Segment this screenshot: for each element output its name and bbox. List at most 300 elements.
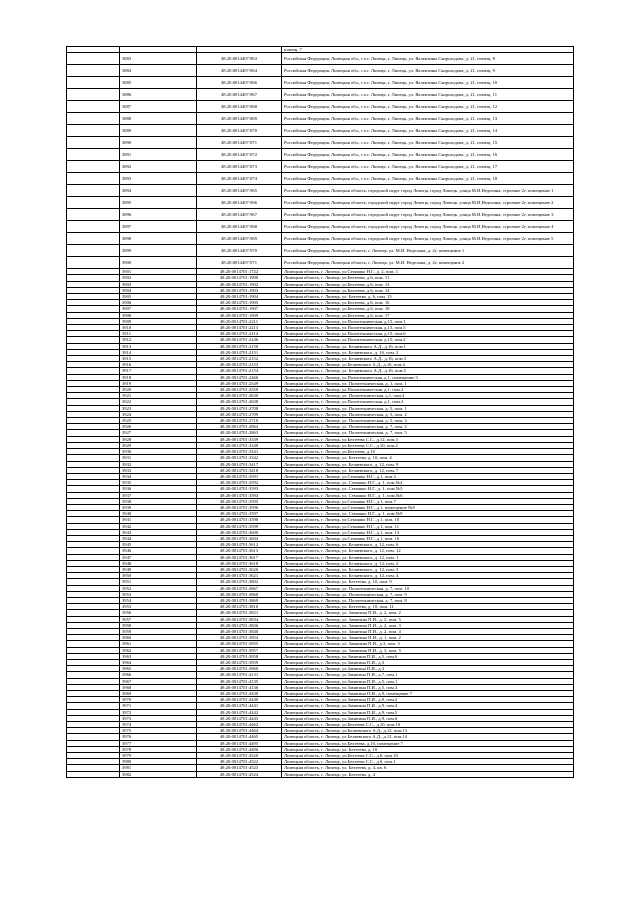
row-number: 3966 — [120, 672, 197, 678]
row-number: 3907 — [120, 306, 197, 312]
row-number: 3926 — [120, 424, 197, 430]
row-number: 3934 — [120, 473, 197, 479]
address: Липецкая область, г. Липецк, ул.Семашко Н.Г., д.1, пом. 16 — [282, 535, 574, 541]
address: Липецкая область, г. Липецк, ул.Семашко Н.Г., д.1, пом. 13 — [282, 529, 574, 535]
cadastral-number: 48:20:0014701:2246 — [197, 337, 282, 343]
row-number: 3892 — [120, 161, 197, 173]
cadastral-number: 48:20:0014701:4443 — [197, 715, 282, 721]
cadastral-number: 48:20:0014701:2154 — [197, 368, 282, 374]
row-number: 3949 — [120, 566, 197, 572]
address: Липецкая область, г. Липецк, ул.Политехническая, д.1, помещение 3 — [282, 374, 574, 380]
cadastral-number: 48:20:0014407:869 — [197, 113, 282, 125]
address: Липецкая область, г. Липецк, ул.Замятина П.И., д.9, пом.6 — [282, 715, 574, 721]
address: Липецкая область, г. Липецк, ул. Беляевского, д. 12, пом. 12 — [282, 548, 574, 554]
row-number: 3918 — [120, 374, 197, 380]
table-row — [67, 53, 574, 65]
address: Липецкая область, г. Липецк, ул.Политехническая, д.15, пом.6 — [282, 331, 574, 337]
row-number: 3967 — [120, 678, 197, 684]
empty-cell — [67, 185, 120, 197]
cadastral-number: 48:20:0014407:967 — [197, 209, 282, 221]
row-number: 3963 — [120, 653, 197, 659]
row-number: 3887 — [120, 101, 197, 113]
cadastral-number: 48:20:0014701:1904 — [197, 294, 282, 300]
cadastral-number: 48:20:0014701:4131 — [197, 672, 282, 678]
cadastral-number: 48:20:0014701:4136 — [197, 684, 282, 690]
row-number: 3973 — [120, 715, 197, 721]
address: Липецкая область, г. Липецк, ул.Политехническая, д.15, пом.5 — [282, 325, 574, 331]
cadastral-number: 48:20:0014407:874 — [197, 173, 282, 185]
address: Липецкая область, г. Липецк, ул. Замятина П.И., д.3, пом. 3 — [282, 641, 574, 647]
row-number: 3948 — [120, 560, 197, 566]
address: Липецкая область, г. Липецк, ул.Замятина П.И., д.3 — [282, 660, 574, 666]
cadastral-number: 48:20:0014701:4495 — [197, 740, 282, 746]
row-number: 3930 — [120, 449, 197, 455]
cadastral-number: 48:20:0014701:3595 — [197, 498, 282, 504]
row-number: 3912 — [120, 337, 197, 343]
cadastral-number: 48:20:0014701:2466 — [197, 374, 282, 380]
address: Липецкая область, г. Липецк, ул. Семашко Н.Г., д. 1, пом.№4 — [282, 480, 574, 486]
address: Липецкая область, г. Липецк, ул.Замятина П.И., д.9, пом.2 — [282, 697, 574, 703]
address: Липецкая область, г. Липецк, ул. Политехническая, д. 7, пом. 10 — [282, 585, 574, 591]
cadastral-number: 48:20:0014701:3339 — [197, 436, 282, 442]
address: Липецкая область, г. Липецк, ул.Замятина П.И., д.7, пом.1 — [282, 672, 574, 678]
row-number: 3932 — [120, 461, 197, 467]
table-row — [67, 185, 574, 197]
empty-cell — [67, 125, 120, 137]
address: Российская Федерация, Липецкая обл., г.о.г. Липецк, г. Липецк, ул. Валентины Скороходова, д. 21, помещ. 18 — [282, 173, 574, 185]
cadastral-number: 48:20:0014701:3340 — [197, 442, 282, 448]
row-number: 3925 — [120, 418, 197, 424]
cadastral-number: 48:20:0014701:2152 — [197, 356, 282, 362]
row-number: 3903 — [120, 281, 197, 287]
cadastral-number: 48:20:0014701:3834 — [197, 616, 282, 622]
row-number: 3885 — [120, 77, 197, 89]
row-number: 3888 — [120, 113, 197, 125]
row-number: 3953 — [120, 591, 197, 597]
empty-cell — [67, 65, 120, 77]
address: Липецкая область, г. Липецк, ул.Бехтеева, д.6, пом. 13 — [282, 281, 574, 287]
address: Липецкая область, г. Липецк, ул.Бехтеева, д.10 — [282, 449, 574, 455]
address: Российская Федерация, Липецкая обл., г.о.г. Липецк, г. Липецк, ул. Валентины Скороходова, д. 21, помещ. 10 — [282, 77, 574, 89]
row-number: 3972 — [120, 709, 197, 715]
address: Российская Федерация, Липецкая область, г. Липецк, ул. М.И. Неделина, д. 2т, помещение 2 — [282, 257, 574, 269]
cadastral-number: 48:20:0014701:3612 — [197, 542, 282, 548]
cadastral-number: 48:20:0014701:2709 — [197, 411, 282, 417]
cadastral-number: 48:20:0014701:3960 — [197, 666, 282, 672]
address: Липецкая область, г. Липецк, ул.Замятина П.И., д.9, пом.5 — [282, 709, 574, 715]
row-number: 3957 — [120, 616, 197, 622]
cadastral-number: 48:20:0014701:3821 — [197, 610, 282, 616]
empty-cell — [67, 257, 120, 269]
row-number: 3944 — [120, 535, 197, 541]
address: Липецкая область, г. Липецк, ул. Политехническая, д. 5, пом. 2 — [282, 411, 574, 417]
address: Липецкая область, г. Липецк, ул. Бехтеева, д. 4, кв. 6 — [282, 765, 574, 771]
row-number: 3895 — [120, 197, 197, 209]
cadastral-number: 48:20:0014701:4438 — [197, 691, 282, 697]
table-row — [67, 89, 574, 101]
row-number: 3943 — [120, 529, 197, 535]
address: Липецкая область, г. Липецк, ул. Замятина П.И., д. 2, пом. 2 — [282, 610, 574, 616]
address: Липецкая область, г. Липецк, ул. Замятина П.И., д. 2, пом. 4 — [282, 628, 574, 634]
cadastral-number: 48:20:0014701:2214 — [197, 331, 282, 337]
cadastral-number: 48:20:0014407:965 — [197, 185, 282, 197]
cadastral-number: 48:20:0014701:3868 — [197, 591, 282, 597]
address: Липецкая область, г. Липецк, ул. Беляевского А.Д., д.16, пом.5 — [282, 368, 574, 374]
address: Липецкая область, г. Липецк, ул. Замятина П.И., д. 2, пом. 5 — [282, 616, 574, 622]
address: Липецкая область, г. Липецк, ул.Политехническая, д.1, пом.2 — [282, 387, 574, 393]
cadastral-number: 48:20:0014701:3604 — [197, 535, 282, 541]
cadastral-number: 48:20:0014407:970 — [197, 245, 282, 257]
row-number: 3884 — [120, 65, 197, 77]
address: Липецкая область, г. Липецк, ул. Беляевского, д. 12, пом. 3 — [282, 566, 574, 572]
row-number: 3908 — [120, 312, 197, 318]
address: Липецкая область, г. Липецк, ул.Политехническая, д.15, пом.1 — [282, 318, 574, 324]
address: Липецкая область, г. Липецк, ул.Замятина П.И., д.9, пом.4 — [282, 703, 574, 709]
address: Липецкая область, г. Липецк, ул. Политехническая, д. 7, пом. 8 — [282, 597, 574, 603]
empty-cell — [67, 53, 120, 65]
address: Липецкая область, г. Липецк, ул.Беляевского А.Д., д.12, пом.13 — [282, 728, 574, 734]
address: Липецкая область, г. Липецк, ул. Замятина П.И., д. 2, пом. 3 — [282, 622, 574, 628]
row-number: 3924 — [120, 411, 197, 417]
cadastral-number: 48:20:0014701:4464 — [197, 728, 282, 734]
row-number: 3935 — [120, 480, 197, 486]
cadastral-number: 48:20:0014701:3613 — [197, 548, 282, 554]
row-number: 3952 — [120, 585, 197, 591]
address: Российская Федерация, Липецкая область, городской округ город Липецк, город Липецк, улица М.И.Неделина, строение 2т, помещение 3 — [282, 209, 574, 221]
row-number: 3898 — [120, 233, 197, 245]
address: Липецкая область, г. Липецк, ул.Бехтеева С.С., д.12, пом.3 — [282, 436, 574, 442]
cadastral-number: 48:20:0014701:2630 — [197, 393, 282, 399]
table-row — [67, 233, 574, 245]
address: Липецкая область, г. Липецк, ул. Беляевского, д. 12, пом. 9 — [282, 461, 574, 467]
row-number: 3889 — [120, 125, 197, 137]
address: Липецкая область, г. Липецк, ул.Беляевского А.Д., д.12, пом.14 — [282, 734, 574, 740]
empty-cell — [67, 197, 120, 209]
address: Липецкая область, г. Липецк, ул.Беляевского А.Д., д.16, пом.4 — [282, 362, 574, 368]
row-number: 3919 — [120, 380, 197, 386]
cadastral-number: 48:20:0014701:3599 — [197, 523, 282, 529]
row-number: 3970 — [120, 697, 197, 703]
address: Российская Федерация, Липецкая обл., г.о.г. Липецк, г. Липецк, ул. Валентины Скороходова, д. 21, помещ. 8 — [282, 53, 574, 65]
row-number: 3980 — [120, 759, 197, 765]
cadastral-number: 48:20:0014701:3618 — [197, 560, 282, 566]
row-number: 3917 — [120, 368, 197, 374]
address: Липецкая область, г. Липецк, ул. Политехническая, д.1, пом.4 — [282, 393, 574, 399]
address: Липецкая область, г. Липецк, ул.Бехтеева, д.6, пом. 14 — [282, 287, 574, 293]
cadastral-number: 48:20:0014701:4496 — [197, 746, 282, 752]
cadastral-number: 48:20:0014701:3954 — [197, 635, 282, 641]
cadastral-number: 48:20:0014701:3592 — [197, 480, 282, 486]
cadastral-number: 48:20:0014701:4462 — [197, 722, 282, 728]
address: Липецкая область, г. Липецк, ул. Политехническая, д. 7, пом. 9 — [282, 591, 574, 597]
row-number: 3982 — [120, 771, 197, 777]
table-row — [67, 113, 574, 125]
address: Липецкая область, г. Липецк, ул. Семашко Н.Г., д. 1, пом.№5 — [282, 486, 574, 492]
row-number: 3955 — [120, 604, 197, 610]
empty-cell — [67, 221, 120, 233]
row-number: 3976 — [120, 734, 197, 740]
cadastral-number: 48:20:0014701:4523 — [197, 765, 282, 771]
row-number: 3920 — [120, 387, 197, 393]
row-number: 3911 — [120, 331, 197, 337]
cadastral-number: 48:20:0014701:3596 — [197, 504, 282, 510]
row-number: 3909 — [120, 318, 197, 324]
cadastral-number: 48:20:0014701:3869 — [197, 597, 282, 603]
cadastral-number: 48:20:0014701:2710 — [197, 418, 282, 424]
address: Липецкая область, г. Липецк, ул. Семашко Н.Г., д. 1, пом.№9 — [282, 511, 574, 517]
cadastral-number: 48:20:0014701:4520 — [197, 753, 282, 759]
row-number: 3959 — [120, 628, 197, 634]
address: Липецкая область, г. Липецк, ул. Семашко Н.Г., д. 1, пом.№6 — [282, 492, 574, 498]
row-number: 3894 — [120, 185, 197, 197]
table-row — [67, 125, 574, 137]
row-number: 3904 — [120, 287, 197, 293]
cadastral-number: 48:20:0014701:3620 — [197, 566, 282, 572]
address: Липецкая область, г. Липецк, ул. Бехтеева, д. 10, пом. 11 — [282, 604, 574, 610]
cadastral-number: 48:20:0014407:968 — [197, 221, 282, 233]
address: Липецкая область, г. Липецк, ул. Бехтеева, д. 10 — [282, 746, 574, 752]
row-number: 3937 — [120, 492, 197, 498]
cadastral-number: 48:20:0014701:2153 — [197, 362, 282, 368]
table-row — [67, 161, 574, 173]
address: Российская Федерация, Липецкая обл., г.о.г. Липецк, г. Липецк, ул. Валентины Скороходова, д. 21, помещ. 16 — [282, 149, 574, 161]
cadastral-number: 48:20:0014701:4441 — [197, 703, 282, 709]
row-number: 3962 — [120, 647, 197, 653]
row-number: 3981 — [120, 765, 197, 771]
empty-cell — [67, 113, 120, 125]
address: Липецкая область, г. Липецк, ул. Бехтеева, д. 10, пом. 9 — [282, 579, 574, 585]
cadastral-number: 48:20:0014701:2638 — [197, 399, 282, 405]
cadastral-number: 48:20:0014701:2863 — [197, 430, 282, 436]
empty-cell — [67, 771, 120, 777]
address: Российская Федерация, Липецкая область, г. Липецк, ул. М.И. Неделина, д. 2т, помещение 1 — [282, 245, 574, 257]
empty-cell — [67, 101, 120, 113]
table-row — [67, 197, 574, 209]
address: Российская Федерация, Липецкая область, городской округ город Липецк, город Липецк, улица М.И.Неделина, строение 2т, помещение 5 — [282, 233, 574, 245]
row-number: 3942 — [120, 523, 197, 529]
cadastral-number: 48:20:0014407:966 — [197, 197, 282, 209]
row-number: 3916 — [120, 362, 197, 368]
cadastral-number: 48:20:0014407:864 — [197, 65, 282, 77]
row-number: 3951 — [120, 579, 197, 585]
cadastral-number: 48:20:0014701:2864 — [197, 424, 282, 430]
cadastral-number: 48:20:0014701:3836 — [197, 622, 282, 628]
table-row — [67, 77, 574, 89]
address: Липецкая область, г. Липецк, ул. Беляевского, д. 12, пом. 6 — [282, 542, 574, 548]
cadastral-number: 48:20:0014701:2211 — [197, 318, 282, 324]
cadastral-number: 48:20:0014701:3597 — [197, 511, 282, 517]
address: Липецкая область, г. Липецк, ул.Семашко Н.Г., д. 2, пом. 1 — [282, 269, 574, 275]
empty-cell — [67, 245, 120, 257]
address: Российская Федерация, Липецкая обл., г.о.г. Липецк, г. Липецк, ул. Валентины Скороходова, д. 21, помещ. 13 — [282, 113, 574, 125]
cadastral-number: 48:20:0014407:868 — [197, 101, 282, 113]
row-number: 3946 — [120, 548, 197, 554]
address: Липецкая область, г. Липецк, ул.Замятина П.И., д.5, пом.1 — [282, 678, 574, 684]
row-number: 3899 — [120, 245, 197, 257]
address: Липецкая область, г. Липецк, ул. Политехническая, д. 1, пом. 1 — [282, 380, 574, 386]
cadastral-number: 48:20:0014701:4135 — [197, 678, 282, 684]
row-number: 3941 — [120, 517, 197, 523]
empty-cell — [67, 137, 120, 149]
address: Липецкая область, г. Липецк, ул.Замятина П.И., д.3 — [282, 666, 574, 672]
table-row — [67, 245, 574, 257]
row-number: 3979 — [120, 753, 197, 759]
row-number: 3939 — [120, 504, 197, 510]
row-number: 3945 — [120, 542, 197, 548]
cadastral-number: 48:20:0014407:971 — [197, 257, 282, 269]
cadastral-number: 48:20:0014701:3810 — [197, 604, 282, 610]
cadastral-number: 48:20:0014701:3593 — [197, 486, 282, 492]
address: помещ. 7 — [282, 47, 574, 53]
row-number: 3923 — [120, 405, 197, 411]
empty-cell — [67, 77, 120, 89]
address: Российская Федерация, Липецкая область, городской округ город Липецк, город Липецк, улица М.И.Неделина, строение 2т, помещение 4 — [282, 221, 574, 233]
address: Российская Федерация, Липецкая обл., г.о.г. Липецк, г. Липецк, ул. Валентины Скороходова, д. 21, помещ. 11 — [282, 89, 574, 101]
cadastral-number: 48:20:0014701:4442 — [197, 709, 282, 715]
row-number: 3931 — [120, 455, 197, 461]
row-number: 3964 — [120, 660, 197, 666]
row-number: 3914 — [120, 349, 197, 355]
cadastral-number: 48:20:0014407:871 — [197, 137, 282, 149]
cadastral-number: 48:20:0014701:2550 — [197, 387, 282, 393]
address: Липецкая область, г. Липецк, ул. Беляевского, д. 12, пом. 4 — [282, 573, 574, 579]
address: Липецкая область, г. Липецк, ул.Замятина П.И., д.5, пом.3 — [282, 684, 574, 690]
table-row — [67, 209, 574, 221]
address: Российская Федерация, Липецкая область, городской округ город Липецк, город Липецк, улица М.И.Неделина, строение 2т, помещение 2 — [282, 197, 574, 209]
row-number: 3896 — [120, 209, 197, 221]
row-number: 3954 — [120, 597, 197, 603]
table-row — [67, 257, 574, 269]
table-row — [67, 173, 574, 185]
address: Российская Федерация, Липецкая обл., г.о.г. Липецк, г. Липецк, ул. Валентины Скороходова, д. 21, помещ. 14 — [282, 125, 574, 137]
cadastral-number: 48:20:0014701:1722 — [197, 269, 282, 275]
cadastral-number: 48:20:0014701:1909 — [197, 312, 282, 318]
cadastral-number: 48:20:0014407:969 — [197, 233, 282, 245]
cadastral-number: 48:20:0014701:2151 — [197, 349, 282, 355]
address: Липецкая область, г. Липецк, ул. Политехническая, д. 5, пом. 3 — [282, 418, 574, 424]
cadastral-number: 48:20:0014701:4524 — [197, 771, 282, 777]
row-number: 3897 — [120, 221, 197, 233]
row-number: 3905 — [120, 294, 197, 300]
cadastral-number: 48:20:0014701:4440 — [197, 697, 282, 703]
address: Российская Федерация, Липецкая обл., г.о.г. Липецк, г. Липецк, ул. Валентины Скороходова, д. 21, помещ. 9 — [282, 65, 574, 77]
row-number: 3969 — [120, 691, 197, 697]
empty-cell — [67, 149, 120, 161]
row-number: 3933 — [120, 467, 197, 473]
row-number: 3960 — [120, 635, 197, 641]
row-number: 3968 — [120, 684, 197, 690]
row-number: 3928 — [120, 436, 197, 442]
address: Липецкая область, г. Липецк, ул.Бехтеева, д.6, пом. 16 — [282, 300, 574, 306]
row-number: 3927 — [120, 430, 197, 436]
row-number: 3910 — [120, 325, 197, 331]
row-number: 3886 — [120, 89, 197, 101]
cadastral-number: 48:20:0014701:3959 — [197, 660, 282, 666]
cadastral-number: 48:20:0014407:873 — [197, 161, 282, 173]
cadastral-number: 48:20:0014701:3867 — [197, 585, 282, 591]
table-row — [67, 137, 574, 149]
registry-table — [66, 46, 574, 778]
address: Липецкая область, г. Липецк, ул. Беляевского, д. 12, пом. 7 — [282, 467, 574, 473]
row-number: 3915 — [120, 356, 197, 362]
cadastral-number: 48:20:0014701:3342 — [197, 455, 282, 461]
address: Российская Федерация, Липецкая обл., г.о.г. Липецк, г. Липецк, ул. Валентины Скороходова, д. 21, помещ. 17 — [282, 161, 574, 173]
cadastral-number: 48:20:0014701:3591 — [197, 473, 282, 479]
cadastral-number: 48:20:0014701:3341 — [197, 449, 282, 455]
cadastral-number: 48:20:0014701:3594 — [197, 492, 282, 498]
cadastral-number: 48:20:0014407:863 — [197, 53, 282, 65]
cadastral-number: 48:20:0014701:3621 — [197, 573, 282, 579]
cadastral-number: 48:20:0014701:1907 — [197, 306, 282, 312]
registry-table-body — [67, 47, 574, 778]
address: Липецкая область, г. Липецк, ул. Замятина П.И., д. 1, пом. 2 — [282, 635, 574, 641]
cadastral-number: 48:20:0014701:3840 — [197, 628, 282, 634]
cadastral-number: 48:20:0014701:3957 — [197, 647, 282, 653]
address: Липецкая область, г. Липецк, ул.Политехническая, д.15, пом.2 — [282, 337, 574, 343]
address: Липецкая область, г. Липецк, ул.Бехтеева, д.6, пом. 11 — [282, 275, 574, 281]
row-number: 3890 — [120, 137, 197, 149]
row-number: 3971 — [120, 703, 197, 709]
row-number: 3975 — [120, 728, 197, 734]
row-number: 3922 — [120, 399, 197, 405]
address: Липецкая область, г. Липецк, ул.Бехтеева С.С., д.10, пом.2 — [282, 442, 574, 448]
row-number: 3940 — [120, 511, 197, 517]
row-number: 3883 — [120, 53, 197, 65]
address: Липецкая область, г. Липецк, ул.Семашко Н.Г., д.1, пом. 11 — [282, 523, 574, 529]
address: Липецкая область, г. Липецк, ул. Беляевского, д. 16, пом. 2 — [282, 349, 574, 355]
row-number: 3913 — [120, 343, 197, 349]
row-number: 3891 — [120, 149, 197, 161]
cadastral-number: 48:20:0014407:872 — [197, 149, 282, 161]
address: Липецкая область, г. Липецк, ул.Бехтеева, д.6, пом. 17 — [282, 312, 574, 318]
address: Липецкая область, г. Липецк, ул. Беляевского А.Д., д.16, пом.1 — [282, 343, 574, 349]
address: Липецкая область, г. Липецк, ул. Политехническая, д. 7, пом. 5 — [282, 430, 574, 436]
row-number: 3902 — [120, 275, 197, 281]
address: Липецкая область, г. Липецк, ул. Замятина П.И., д. 3, пом. 5 — [282, 647, 574, 653]
row-number: 3956 — [120, 610, 197, 616]
table-row — [67, 101, 574, 113]
address: Липецкая область, г. Липецк, ул.Замятина П.И., д.9, помещение 7 — [282, 691, 574, 697]
address: Липецкая область, г. Липецк, ул.Семашко Н.Г., д.1, пом. 10 — [282, 517, 574, 523]
address: Липецкая область, г. Липецк, ул. Бехтеева, д. 10, пом. 4 — [282, 455, 574, 461]
address: Липецкая область, г. Липецк, ул.Бехтеева С.С., д.10, пом.10 — [282, 722, 574, 728]
cadastral-number: 48:20:0014407:867 — [197, 89, 282, 101]
cadastral-number: 48:20:0014701:1900 — [197, 275, 282, 281]
row-number: 3950 — [120, 573, 197, 579]
address: Липецкая область, г. Липецк, ул. Беляевского А.Д., д.16, пом.3 — [282, 356, 574, 362]
address: Липецкая область, г. Липецк, ул. Политехническая, д. 5, пом. 1 — [282, 405, 574, 411]
empty-cell — [67, 161, 120, 173]
row-number: 3921 — [120, 393, 197, 399]
cadastral-number: 48:20:0014701:3418 — [197, 467, 282, 473]
address: Липецкая область, г. Липецк, ул. Политехническая, д. 7, пом. 2 — [282, 424, 574, 430]
row-number: 3961 — [120, 641, 197, 647]
address: Липецкая область, г. Липецк, ул.Политехническая, д.1, пом.2 — [282, 399, 574, 405]
address: Липецкая область, г. Липецк, ул.Семашко Н.Г., д.1, пом.7 — [282, 498, 574, 504]
cadastral-number: 48:20:0014701:4522 — [197, 759, 282, 765]
row-number: 3893 — [120, 173, 197, 185]
cadastral-number: 48:20:0014701:3417 — [197, 461, 282, 467]
cadastral-number: 48:20:0014701:2708 — [197, 405, 282, 411]
address: Липецкая область, г. Липецк, ул. Беляевского, д. 12, пом. 1 — [282, 554, 574, 560]
row-number: 3974 — [120, 722, 197, 728]
table-row — [67, 771, 574, 777]
cadastral-number: 48:20:0014701:2150 — [197, 343, 282, 349]
row-number: 3906 — [120, 300, 197, 306]
address: Липецкая область, г. Липецк, ул.Бехтеева С.С., д.6, пом.10 — [282, 753, 574, 759]
address: Липецкая область, г. Липецк, ул.Бехтеева С.С., д.6, пом.1 — [282, 759, 574, 765]
cadastral-number: 48:20:0014701:1903 — [197, 287, 282, 293]
